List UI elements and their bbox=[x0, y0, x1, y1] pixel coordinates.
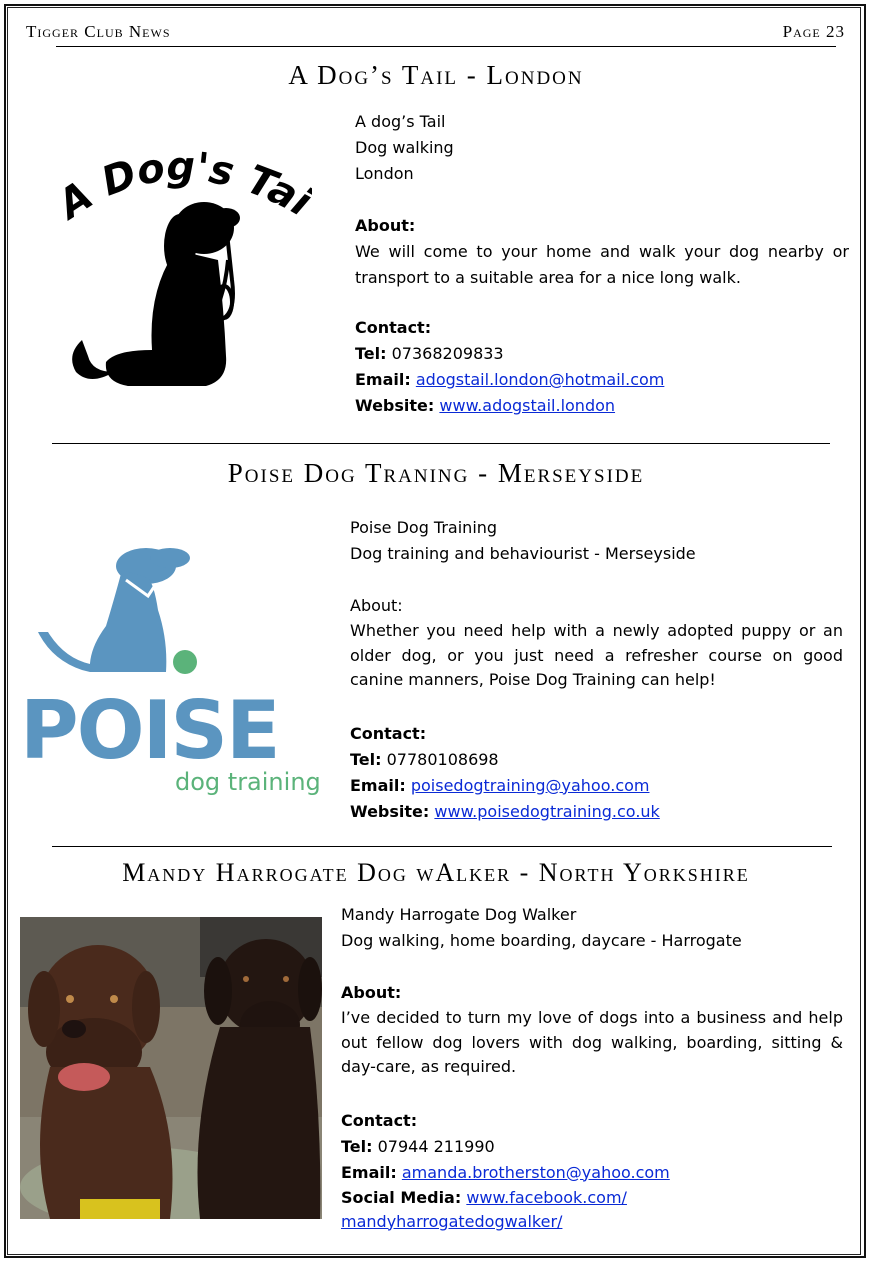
tel-label: Tel: bbox=[355, 344, 387, 363]
section-title-poise: Poise Dog Traning - Merseyside bbox=[227, 458, 645, 488]
about-label: About: bbox=[355, 216, 416, 235]
business-location: London bbox=[355, 164, 414, 183]
about-text: Whether you need help with a newly adopted puppy or an older dog, or you just need a refresher course on good canine manners, Poise Dog Training can help! bbox=[350, 621, 843, 689]
dog-silhouette-icon bbox=[56, 150, 312, 400]
contact-label: Contact: bbox=[350, 723, 427, 743]
poise-logo bbox=[18, 540, 324, 802]
section-title-mandy: Mandy Harrogate Dog wAlker - North Yorkshire bbox=[122, 858, 750, 887]
poise-dog-icon bbox=[18, 540, 324, 802]
dogs-tail-logo bbox=[56, 150, 312, 400]
website-link[interactable]: www.adogstail.london bbox=[439, 396, 616, 415]
tel-label: Tel: bbox=[341, 1136, 373, 1156]
poise-word: POISE bbox=[20, 684, 279, 777]
tel-value: 07944 211990 bbox=[377, 1136, 495, 1156]
tel-label: Tel: bbox=[350, 749, 382, 769]
social-link-continued[interactable]: mandyharrogatedogwalker/ bbox=[341, 1211, 563, 1231]
email-label: Email: bbox=[341, 1162, 397, 1182]
contact-label: Contact: bbox=[355, 318, 432, 337]
business-service: Dog training and behaviourist - Merseyside bbox=[350, 544, 696, 563]
about-text: We will come to your home and walk your dog nearby or transport to a suitable area for a nice long walk. bbox=[355, 242, 849, 287]
header-rule bbox=[56, 46, 836, 47]
business-name: Mandy Harrogate Dog Walker bbox=[341, 905, 577, 924]
social-label: Social Media: bbox=[341, 1187, 462, 1207]
poise-subtitle: dog training bbox=[175, 768, 321, 796]
mandy-details bbox=[341, 902, 843, 1234]
business-name: A dog’s Tail bbox=[355, 112, 446, 131]
business-name: Poise Dog Training bbox=[350, 518, 498, 537]
section-title-dogs-tail: A Dog’s Tail - London bbox=[288, 60, 584, 90]
website-link[interactable]: www.poisedogtraining.co.uk bbox=[434, 801, 660, 821]
dogs-tail-details bbox=[355, 109, 849, 419]
email-link[interactable]: amanda.brotherston@yahoo.com bbox=[401, 1162, 670, 1182]
logo-text: Dog's Ta bbox=[95, 150, 306, 220]
website-label: Website: bbox=[355, 396, 435, 415]
business-service: Dog walking, home boarding, daycare - Harrogate bbox=[341, 931, 742, 950]
about-text: I’ve decided to turn my love of dogs into a business and help out fellow dog lovers with dog walking, boarding, sitting & day-care, as required. bbox=[341, 1008, 843, 1076]
email-link[interactable]: adogstail.london@hotmail.com bbox=[415, 370, 665, 389]
business-service: Dog walking bbox=[355, 138, 454, 157]
contact-label: Contact: bbox=[341, 1110, 418, 1130]
about-label: About: bbox=[341, 983, 402, 1002]
section-divider bbox=[52, 846, 832, 847]
newsletter-name: Tigger Club News bbox=[26, 22, 171, 41]
tel-value: 07368209833 bbox=[391, 344, 504, 363]
page-number: Page 23 bbox=[782, 22, 845, 41]
dogs-photo bbox=[20, 917, 322, 1219]
dogs-photo-image bbox=[20, 917, 322, 1219]
email-label: Email: bbox=[355, 370, 411, 389]
poise-details bbox=[350, 515, 843, 825]
website-label: Website: bbox=[350, 801, 430, 821]
section-divider bbox=[52, 443, 830, 444]
about-label: About: bbox=[350, 596, 403, 615]
tel-value: 07780108698 bbox=[386, 749, 499, 769]
social-link[interactable]: www.facebook.com/ bbox=[466, 1187, 627, 1207]
email-label: Email: bbox=[350, 775, 406, 795]
email-link[interactable]: poisedogtraining@yahoo.com bbox=[410, 775, 650, 795]
